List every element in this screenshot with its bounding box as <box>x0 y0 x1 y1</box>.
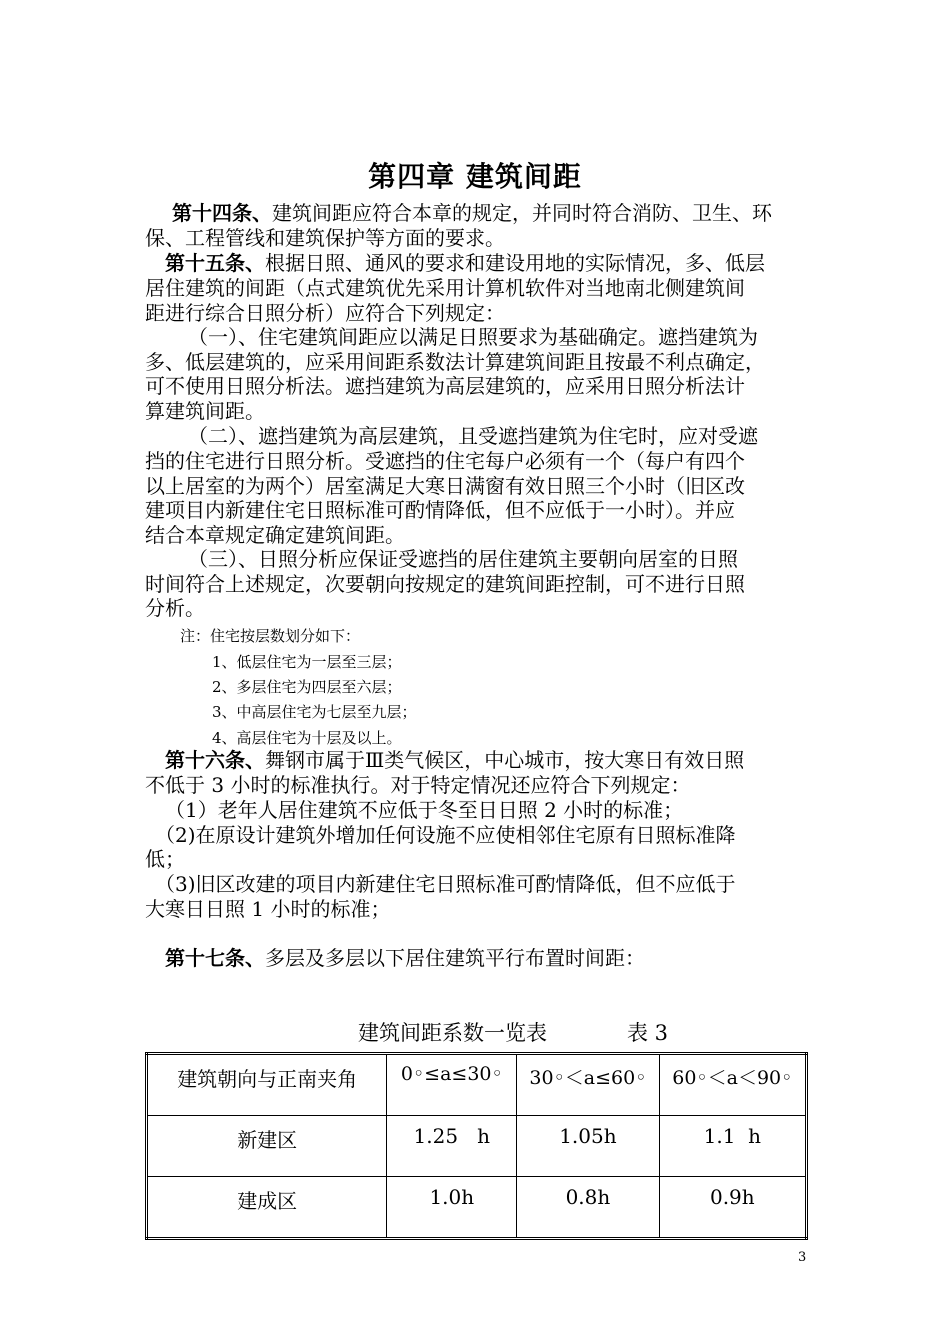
table-cell: 1.05h <box>517 1116 659 1177</box>
table-title: 建筑间距系数一览表 <box>358 1021 547 1045</box>
article-15-label: 第十五条、 <box>165 251 265 275</box>
note-item: 4、高层住宅为十层及以上。 <box>212 729 402 747</box>
article-16-item-1: （1）老年人居住建筑不应低于冬至日日照 2 小时的标准； <box>165 798 684 822</box>
article-16-line-1: 第十六条、舞钢市属于Ⅲ类气候区，中心城市，按大寒日有效日照 <box>165 748 745 772</box>
page-number: 3 <box>798 1250 807 1265</box>
table-header-cell: 0◦≤a≤30◦ <box>387 1054 517 1116</box>
spacing-coefficient-table <box>145 1052 808 1240</box>
chapter-title: 第四章 建筑间距 <box>368 160 582 193</box>
section-1-line-4: 算建筑间距。 <box>145 399 265 423</box>
section-1-line-3: 可不使用日照分析法。遮挡建筑为高层建筑的，应采用日照分析法计 <box>145 374 745 398</box>
section-2-line-5: 结合本章规定确定建筑间距。 <box>145 523 405 547</box>
note-item: 3、中高层住宅为七层至九层； <box>212 703 417 721</box>
section-3-line-2: 时间符合上述规定，次要朝向按规定的建筑间距控制，可不进行日照 <box>145 572 745 596</box>
article-14-line-2: 保、工程管线和建筑保护等方面的要求。 <box>145 226 505 250</box>
table-cell: 0.8h <box>517 1177 659 1239</box>
section-3-line-1: （三）、日照分析应保证受遮挡的居住建筑主要朝向居室的日照 <box>188 547 738 571</box>
table-caption <box>358 1017 668 1047</box>
article-17-label: 第十七条、 <box>165 946 265 970</box>
section-1-line-2: 多、低层建筑的，应采用间距系数法计算建筑间距且按最不利点确定， <box>145 350 765 374</box>
table-row <box>147 1116 807 1177</box>
article-16-item-3-line-1: （3)旧区改建的项目内新建住宅日照标准可酌情降低，但不应低于 <box>155 872 736 896</box>
table-cell: 1.25 h <box>387 1116 517 1177</box>
article-15-line-1: 第十五条、根据日照、通风的要求和建设用地的实际情况，多、低层 <box>165 251 765 275</box>
table-cell: 新建区 <box>147 1116 387 1177</box>
table-header-cell: 建筑朝向与正南夹角 <box>147 1054 387 1116</box>
section-2-line-4: 建项目内新建住宅日照标准可酌情降低，但不应低于一小时）。并应 <box>145 498 735 522</box>
table-number: 表 3 <box>627 1021 669 1045</box>
article-16-item-2-line-2: 低； <box>145 847 185 871</box>
table-header-cell: 60◦＜a＜90◦ <box>659 1054 806 1116</box>
section-3-line-3: 分析。 <box>145 596 205 620</box>
article-16-item-2-line-1: （2)在原设计建筑外增加任何设施不应使相邻住宅原有日照标准降 <box>155 823 736 847</box>
table-cell: 1.1 h <box>659 1116 806 1177</box>
article-15-line-3: 距进行综合日照分析）应符合下列规定： <box>145 301 505 325</box>
table-cell: 0.9h <box>659 1177 806 1239</box>
note-item: 2、多层住宅为四层至六层； <box>212 678 402 696</box>
table-cell: 建成区 <box>147 1177 387 1239</box>
article-16-label: 第十六条、 <box>165 748 265 772</box>
article-17-line: 第十七条、多层及多层以下居住建筑平行布置时间距： <box>165 946 645 970</box>
section-1-line-1: （一）、住宅建筑间距应以满足日照要求为基础确定。遮挡建筑为 <box>188 325 758 349</box>
note-heading: 注：住宅按层数划分如下： <box>180 627 361 645</box>
table-cell: 1.0h <box>387 1177 517 1239</box>
table-header-row <box>147 1054 807 1116</box>
section-2-line-1: （二）、遮挡建筑为高层建筑，且受遮挡建筑为住宅时，应对受遮 <box>188 424 758 448</box>
article-15-line-2: 居住建筑的间距（点式建筑优先采用计算机软件对当地南北侧建筑间 <box>145 276 745 300</box>
article-16-item-3-line-2: 大寒日日照 1 小时的标准； <box>145 897 391 921</box>
article-14-label: 第十四条、 <box>172 201 272 225</box>
article-14-line-1: 第十四条、建筑间距应符合本章的规定，并同时符合消防、卫生、环 <box>172 201 772 225</box>
section-2-line-3: 以上居室的为两个）居室满足大寒日满窗有效日照三个小时（旧区改 <box>145 474 745 498</box>
article-16-line-2: 不低于 3 小时的标准执行。对于特定情况还应符合下列规定： <box>145 773 691 797</box>
note-item: 1、低层住宅为一层至三层； <box>212 653 402 671</box>
table-header-cell: 30◦＜a≤60◦ <box>517 1054 659 1116</box>
table-row <box>147 1177 807 1239</box>
section-2-line-2: 挡的住宅进行日照分析。受遮挡的住宅每户必须有一个（每户有四个 <box>145 449 745 473</box>
